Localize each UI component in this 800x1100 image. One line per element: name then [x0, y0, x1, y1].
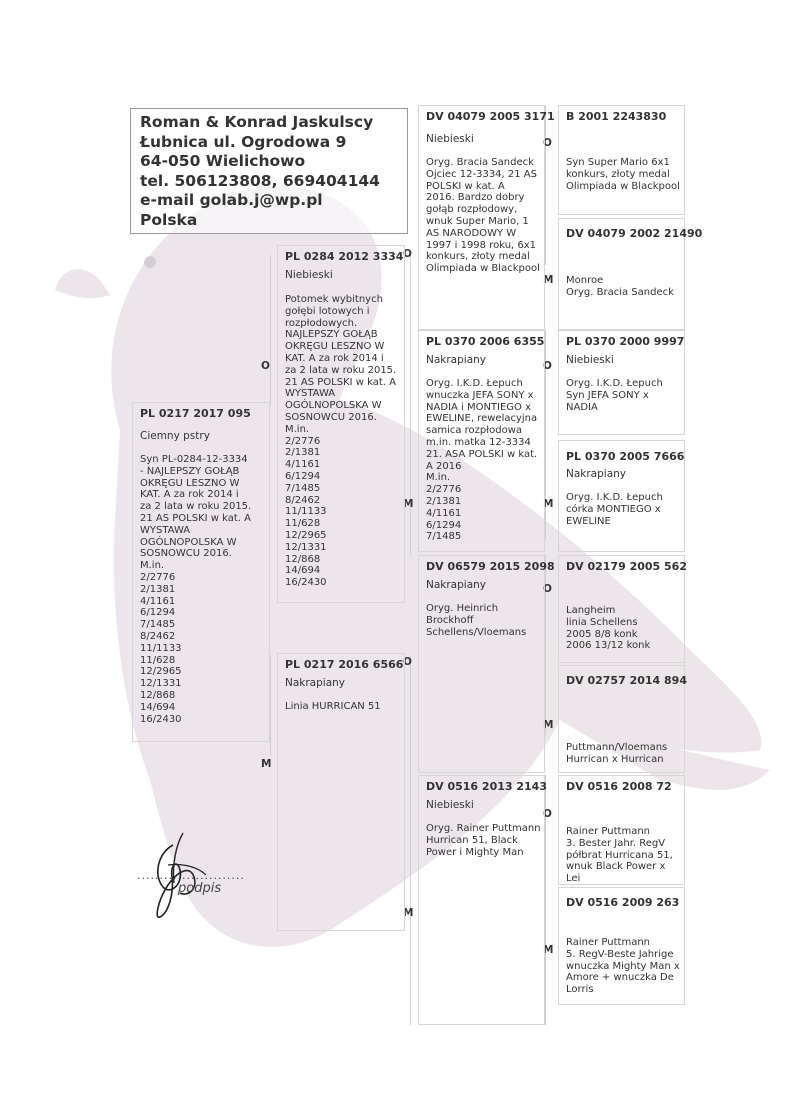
- signature-label: podpis: [178, 881, 222, 896]
- sex-mark-fm: M: [403, 498, 414, 510]
- mmm-description: Rainer Puttmann 5. RegV-Beste Jahrige wnuczka Mighty Man x Amore + wnuczka De Lorris: [566, 937, 680, 996]
- fff-ring-number: B 2001 2243830: [566, 110, 667, 123]
- mf-ring-number: DV 06579 2015 2098: [426, 560, 555, 573]
- fmf-ring-number: PL 0370 2000 9997: [566, 335, 685, 348]
- mff-description: Langheim linia Schellens 2005 8/8 konk 2006 13/12 konk: [566, 605, 651, 652]
- mmf-ring-number: DV 0516 2008 72: [566, 780, 672, 793]
- sex-mark-ff: O: [403, 248, 412, 260]
- fmm-card: [558, 440, 685, 552]
- connector-line: [410, 655, 411, 1025]
- maternal-grandmother-card: [418, 775, 545, 1025]
- mother-color: Nakrapiany: [285, 677, 346, 689]
- sex-mark-fmm: M: [543, 498, 554, 510]
- subject-color: Ciemny pstry: [140, 430, 210, 442]
- fmf-color: Niebieski: [566, 354, 614, 366]
- fff-description: Syn Super Mario 6x1 konkurs, złoty medal Olimpiada w Blackpool: [566, 157, 680, 192]
- fm-ring-number: PL 0370 2006 6355: [426, 335, 545, 348]
- fmm-description: Oryg. I.K.D. Łepuch córka MONTIEGO x EWELINE: [566, 492, 663, 527]
- connector-line: [270, 655, 271, 755]
- mff-ring-number: DV 02179 2005 562: [566, 560, 687, 573]
- owner-country: Polska: [140, 210, 198, 229]
- father-color: Niebieski: [285, 269, 333, 281]
- mf-color: Nakrapiany: [426, 579, 487, 591]
- mfm-ring-number: DV 02757 2014 894: [566, 674, 687, 687]
- mmm-card: [558, 887, 685, 1005]
- fff-card: [558, 105, 685, 215]
- signature-line: ........................: [137, 869, 245, 882]
- ff-ring-number: DV 04079 2005 3171: [426, 110, 555, 123]
- sex-mark-mm: M: [403, 907, 414, 919]
- mmf-description: Rainer Puttmann 3. Bester Jahr. RegV półbrat Hurricana 51, wnuk Black Power x Lei: [566, 826, 673, 885]
- owner-phone: tel. 506123808, 669404144: [140, 171, 380, 190]
- father-ring-number: PL 0284 2012 3334: [285, 250, 404, 263]
- mother-description: Linia HURRICAN 51: [285, 701, 381, 712]
- mmf-card: [558, 775, 685, 885]
- mff-card: [558, 555, 685, 663]
- father-description: Potomek wybitnych gołębi lotowych i rozpłodowych. NAJLEPSZY GOŁĄB OKRĘGU LESZNO W KAT. A za rok 2014 i za 2 lata w roku 2015. 21 AS POLSKI w kat. A WYSTAWA OGÓLNOPOLSKA W SOSNOWCU 2016. M.in. 2/2776 2/1381 4/1161 6/1294 7/1485 8/2462 11/1133 11/628 12/2965 12/1331 12/868 14/694 16/2430: [285, 294, 397, 589]
- sex-mark-mmm: M: [543, 944, 554, 956]
- fmm-ring-number: PL 0370 2005 7666: [566, 450, 685, 463]
- sex-mark-mfm: M: [543, 719, 554, 731]
- subject-description: Syn PL-0284-12-3334 - NAJLEPSZY GOŁĄB OKRĘGU LESZNO W KAT. A za rok 2014 i za 2 lata w roku 2015. 21 AS POLSKI w kat. A WYSTAWA OGÓLNOPOLSKA W SOSNOWCU 2016. M.in. 2/2776 2/1381 4/1161 6/1294 7/1485 8/2462 11/1133 11/628 12/2965 12/1331 12/868 14/694 16/2430: [140, 454, 252, 725]
- mmm-ring-number: DV 0516 2009 263: [566, 896, 680, 909]
- paternal-grandfather-card: [418, 105, 555, 330]
- sex-mark-mf: O: [403, 656, 412, 668]
- owner-postal-code: 64-050 Wielichowo: [140, 152, 306, 171]
- mm-ring-number: DV 0516 2013 2143: [426, 780, 547, 793]
- sex-mark-mother: M: [261, 758, 272, 770]
- sex-mark-ffm: M: [543, 274, 554, 286]
- mm-color: Niebieski: [426, 799, 474, 811]
- ffm-description: Monroe Oryg. Bracia Sandeck: [566, 275, 674, 298]
- subject-ring-number: PL 0217 2017 095: [140, 407, 251, 420]
- connector-line: [410, 255, 411, 555]
- ff-color: Niebieski: [426, 133, 474, 145]
- fm-color: Nakrapiany: [426, 354, 487, 366]
- fm-description: Oryg. I.K.D. Łepuch wnuczka JEFA SONY x NADIA i MONTIEGO x EWELINE, rewelacyjna samica rozpłodowa m.in. matka 12-3334 21. ASA POLSKI w kat. A 2016 M.in. 2/2776 2/1381 4/1161 6/1294 7/1485: [426, 378, 538, 543]
- connector-line: [270, 255, 271, 405]
- fmf-description: Oryg. I.K.D. Łepuch Syn JEFA SONY x NADIA: [566, 378, 663, 413]
- owner-info-box: [130, 108, 408, 234]
- maternal-grandfather-card: [418, 555, 555, 773]
- fmf-card: [558, 330, 685, 435]
- mfm-description: Puttmann/Vloemans Hurrican x Hurrican: [566, 742, 668, 765]
- mf-description: Oryg. Heinrich Brockhoff Schellens/Vloemans: [426, 603, 527, 638]
- sex-mark-father: O: [261, 360, 270, 372]
- sex-mark-fff: O: [543, 137, 552, 149]
- mm-description: Oryg. Rainer Puttmann Hurrican 51, Black Power i Mighty Man: [426, 823, 541, 858]
- sex-mark-fmf: O: [543, 360, 552, 372]
- mother-card: [277, 653, 405, 931]
- paternal-grandmother-card: [418, 330, 545, 552]
- ffm-ring-number: DV 04079 2002 21490: [566, 227, 703, 240]
- father-card: [277, 245, 405, 603]
- connector-line: [545, 105, 546, 265]
- ff-description: Oryg. Bracia Sandeck Ojciec 12-3334, 21 AS POLSKI w kat. A 2016. Bardzo dobry gołąb rozpłodowy, wnuk Super Mario, 1 AS NARODOWY W 1997 i 1998 roku, 6x1 konkurs, złoty medal Olimpiada w Blackpool: [426, 157, 540, 275]
- ffm-card: [558, 218, 703, 330]
- mother-ring-number: PL 0217 2016 6566: [285, 658, 404, 671]
- sex-mark-mff: O: [543, 583, 552, 595]
- owner-email: e-mail golab.j@wp.pl: [140, 191, 323, 210]
- sex-mark-mmf: O: [543, 808, 552, 820]
- owner-name: Roman & Konrad Jaskulscy: [140, 113, 374, 131]
- fmm-color: Nakrapiany: [566, 468, 627, 480]
- subject-pigeon-card: [132, 402, 270, 742]
- connector-line: [545, 555, 546, 735]
- owner-address: Łubnica ul. Ogrodowa 9: [140, 132, 347, 151]
- mfm-card: [558, 665, 685, 773]
